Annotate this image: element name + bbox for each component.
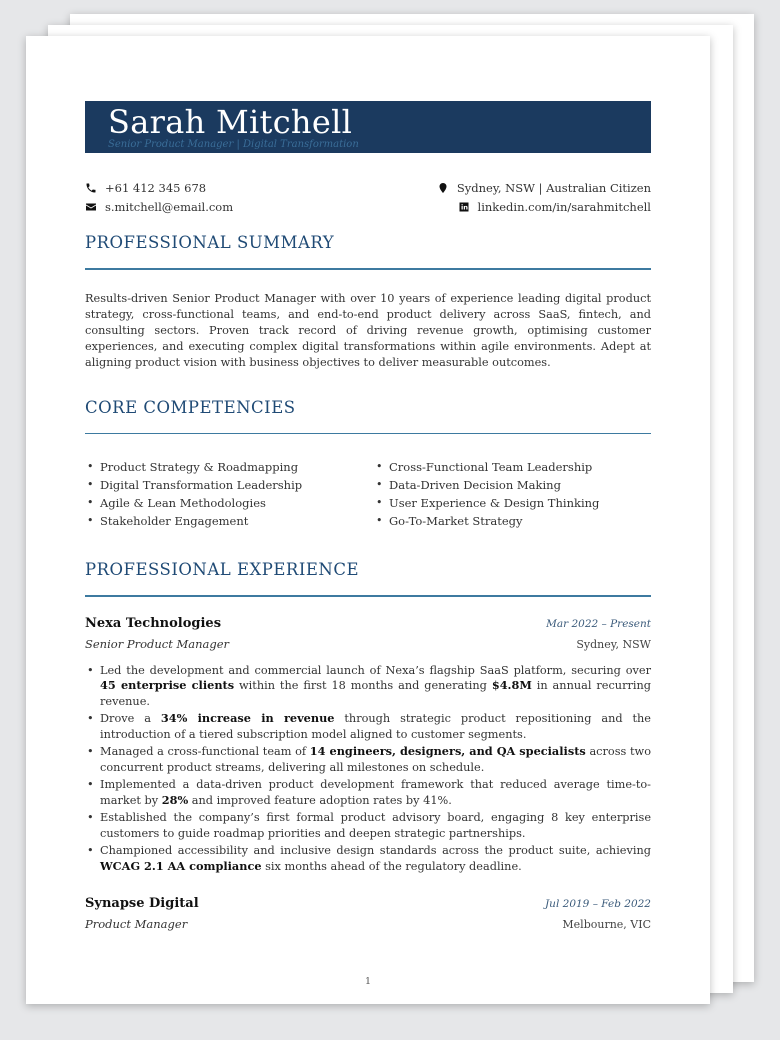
location-text: Sydney, NSW | Australian Citizen	[456, 181, 651, 195]
job-dates: Jul 2019 – Feb 2022	[544, 898, 651, 910]
competency-item: • Cross-Functional Team Leadership	[374, 458, 599, 476]
competency-item: • Go-To-Market Strategy	[374, 512, 599, 530]
competency-item: • Stakeholder Engagement	[85, 512, 374, 530]
job-entry-nexa	[85, 616, 651, 875]
job-bullet: • Managed a cross-functional team of 14 engineers, designers, and QA specialists across two concurrent product streams, delivering all milestones on schedule.	[85, 744, 651, 775]
job-bullets	[85, 663, 651, 875]
contact-phone	[85, 181, 206, 195]
summary-heading: PROFESSIONAL SUMMARY	[85, 233, 335, 252]
competency-item: • Data-Driven Decision Making	[374, 476, 599, 494]
competency-item: • Product Strategy & Roadmapping	[85, 458, 374, 476]
summary-text: Results-driven Senior Product Manager with over 10 years of experience leading digital product strategy, cross-functional teams, and end-to-end product delivery across SaaS, fintech, and consulting sectors. Proven track record of driving revenue growth, optimising customer experiences, and executing complex digital transformations within agile environments. Adept at aligning product vision with business objectives to deliver measurable outcomes.	[85, 291, 651, 369]
summary-rule	[85, 268, 651, 270]
linkedin-icon	[458, 201, 470, 213]
experience-rule	[85, 595, 651, 597]
experience-heading: PROFESSIONAL EXPERIENCE	[85, 560, 359, 579]
job-dates: Mar 2022 – Present	[546, 617, 651, 630]
job-bullet: • Led the development and commercial launch of Nexa’s flagship SaaS platform, securing over 45 enterprise clients within the first 18 months and generating $4.8M in annual recurring revenue.	[85, 663, 651, 710]
bullet-highlight: 34% increase in revenue	[160, 711, 335, 725]
job-subheader	[85, 637, 651, 651]
job-location: Sydney, NSW	[576, 637, 651, 651]
competencies-right	[374, 458, 599, 530]
job-subheader	[85, 917, 651, 931]
job-bullet: • Championed accessibility and inclusive design standards across the product suite, achieving WCAG 2.1 AA compliance six months ahead of the regulatory deadline.	[85, 843, 651, 874]
job-header	[85, 896, 651, 911]
contact-location	[437, 181, 651, 195]
name-banner	[85, 101, 651, 153]
competencies-rule	[85, 433, 651, 435]
phone-icon	[85, 182, 97, 194]
contact-linkedin	[458, 200, 651, 214]
resume-content	[85, 101, 651, 931]
candidate-name: Sarah Mitchell	[108, 103, 353, 141]
bullet-highlight: 28%	[161, 792, 189, 807]
bullet-highlight: 45 enterprise clients	[100, 678, 235, 692]
competency-item: • User Experience & Design Thinking	[374, 494, 599, 512]
envelope-icon	[85, 201, 97, 213]
competency-item: • Digital Transformation Leadership	[85, 476, 374, 494]
map-pin-icon	[437, 182, 449, 194]
resume-page	[26, 36, 710, 1004]
job-role: Product Manager	[85, 917, 188, 931]
page-number: 1	[364, 976, 372, 987]
linkedin-text[interactable]: linkedin.com/in/sarahmitchell	[477, 200, 651, 214]
bullet-highlight: 14 engineers, designers, and QA specialists	[309, 744, 586, 758]
competency-item: • Agile & Lean Methodologies	[85, 494, 374, 512]
bullet-highlight: WCAG 2.1 AA compliance	[100, 858, 262, 873]
job-entry-synapse	[85, 896, 651, 931]
job-location: Melbourne, VIC	[562, 918, 651, 931]
competencies-heading: CORE COMPETENCIES	[85, 397, 296, 417]
job-header	[85, 616, 651, 631]
phone-text: +61 412 345 678	[105, 181, 207, 195]
job-role: Senior Product Manager	[85, 636, 230, 651]
email-text[interactable]: s.mitchell@email.com	[105, 200, 234, 214]
competencies-grid	[85, 458, 651, 530]
competencies-left	[85, 458, 374, 530]
job-bullet: • Implemented a data-driven product development framework that reduced average time-to-market by 28% and improved feature adoption rates by 41%.	[85, 777, 651, 808]
contact-email	[85, 200, 233, 214]
job-bullet: • Established the company’s first formal product advisory board, engaging 8 key enterprise customers to guide roadmap priorities and deepen strategic partnerships.	[85, 810, 651, 841]
job-bullet: • Drove a 34% increase in revenue through strategic product repositioning and the introduction of a tiered subscription model aligned to customer segments.	[85, 711, 651, 742]
bullet-highlight: $4.8M	[491, 678, 532, 692]
company-name: Synapse Digital	[85, 896, 199, 911]
candidate-subtitle: Senior Product Manager | Digital Transformation	[108, 139, 359, 150]
company-name: Nexa Technologies	[85, 615, 222, 631]
contact-block	[85, 181, 651, 217]
